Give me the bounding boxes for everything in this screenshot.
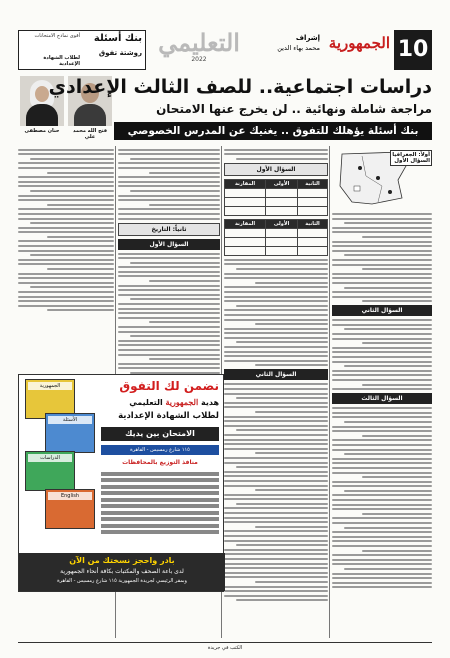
brand-name: الجمهورية xyxy=(328,34,390,52)
promo-note-2: لطلاب الشهادة الإعدادية xyxy=(43,55,80,67)
article-text xyxy=(118,253,220,379)
table-header: الأولى xyxy=(266,179,298,188)
author-caption-1: فتح الله محمد علي xyxy=(72,128,107,140)
author-caption-2: حنان مصطفى xyxy=(24,128,60,134)
article-text xyxy=(224,149,328,160)
headline-block xyxy=(18,76,432,140)
article-text xyxy=(118,149,220,220)
section-title-text: التعليمي xyxy=(158,28,240,57)
ad-gift-line xyxy=(101,397,219,407)
book-title: الجمهورية xyxy=(28,382,72,390)
article-columns xyxy=(18,146,432,638)
table-header: المقارنة xyxy=(225,219,266,228)
section-heading: السؤال الأول xyxy=(118,239,220,250)
section-heading: السؤال الثاني xyxy=(332,305,432,316)
ad-distribution-list xyxy=(101,469,219,537)
map-subtitle: السؤال الأول xyxy=(394,158,430,164)
comparison-table xyxy=(224,219,328,256)
table-row xyxy=(225,228,328,237)
column-right xyxy=(332,146,432,638)
ad-footer-availability: لدى باعة الصحف والمكتبات بكافة أنحاء الجمهورية xyxy=(60,568,184,575)
book-title: English xyxy=(48,492,92,500)
ad-footer-address: وبمقر الرئيسي لجريدة الجمهورية ١١٥ شارع رمسيس - القاهرة xyxy=(57,578,187,584)
book-title: الأسئلة xyxy=(48,416,92,424)
section-year: 2022 xyxy=(191,56,207,63)
table-header: المقارنة xyxy=(225,179,266,188)
ad-footer-cta: بادر واحجز نسختك من الآن xyxy=(69,556,175,565)
map-label xyxy=(390,150,432,166)
table-row xyxy=(225,206,328,215)
ad-distribution: منافذ التوزيع بالمحافظات xyxy=(122,459,198,466)
advertisement[interactable] xyxy=(18,374,224,592)
supervision-label: إشراف xyxy=(295,34,320,42)
ad-footer xyxy=(19,553,225,591)
table-row xyxy=(225,197,328,206)
ad-address: ١١٥ شارع رمسيس - القاهرة xyxy=(101,445,219,455)
article-text xyxy=(332,407,432,588)
section-title xyxy=(154,30,244,70)
book-cover xyxy=(45,413,95,453)
masthead xyxy=(18,30,432,72)
table-header: الثانية xyxy=(298,179,328,188)
column-middle-right xyxy=(224,146,328,638)
sub-headline: مراجعة شاملة ونهائية .. لن يخرج عنها الامتحان xyxy=(156,102,432,116)
column-divider xyxy=(329,146,330,638)
section-heading: السؤال الأول xyxy=(224,163,328,176)
ad-exam-banner: الامتحان بين يديك xyxy=(101,427,219,441)
egypt-map-figure xyxy=(332,146,432,210)
page-number: 10 xyxy=(394,30,432,70)
article-text xyxy=(224,383,328,601)
supervision-credit xyxy=(246,34,320,52)
ad-gift-suffix: التعليمي xyxy=(129,398,163,407)
comparison-table xyxy=(224,179,328,216)
ad-gift-prefix: هدية xyxy=(200,398,219,407)
supervisor-name: محمد بهاء الدين xyxy=(277,44,320,52)
map-title: أولاً: الجغرافيا xyxy=(392,152,430,158)
promo-subtitle: روشتة تفوق xyxy=(98,49,142,57)
article-text xyxy=(18,149,114,312)
promo-title: بنك أسئلة xyxy=(93,33,142,44)
footer-text: الكتب في جريدة xyxy=(207,645,243,651)
ad-book-covers xyxy=(23,379,99,551)
table-header: الأولى xyxy=(266,219,298,228)
section-heading: ثانياً: التاريخ xyxy=(118,223,220,236)
book-title: الدراسات xyxy=(28,454,72,462)
ad-audience: لطلاب الشهادة الإعدادية xyxy=(118,411,219,421)
book-cover xyxy=(25,451,75,491)
headline-banner: بنك أسئلة يؤهلك للتفوق .. يغنيك عن المدرس الخصوصي xyxy=(114,122,432,140)
ad-headline: نضمن لك التفوق xyxy=(119,379,219,393)
article-text xyxy=(332,319,432,390)
table-row xyxy=(225,246,328,255)
article-text xyxy=(224,259,328,367)
book-cover xyxy=(45,489,95,529)
section-heading: السؤال الثالث xyxy=(332,393,432,404)
table-header: الثانية xyxy=(298,219,328,228)
section-heading: السؤال الثاني xyxy=(224,369,328,380)
table-row xyxy=(225,237,328,246)
brand-logo xyxy=(328,34,390,68)
table-row xyxy=(225,188,328,197)
promo-box xyxy=(18,30,146,70)
ad-gift-logo: الجمهورية xyxy=(165,397,199,407)
promo-note-1: أقوى نماذج الامتحانات xyxy=(34,33,80,39)
article-text xyxy=(332,213,432,302)
page-footer xyxy=(18,642,432,652)
main-headline: دراسات اجتماعية.. للصف الثالث الإعدادي xyxy=(48,76,432,98)
